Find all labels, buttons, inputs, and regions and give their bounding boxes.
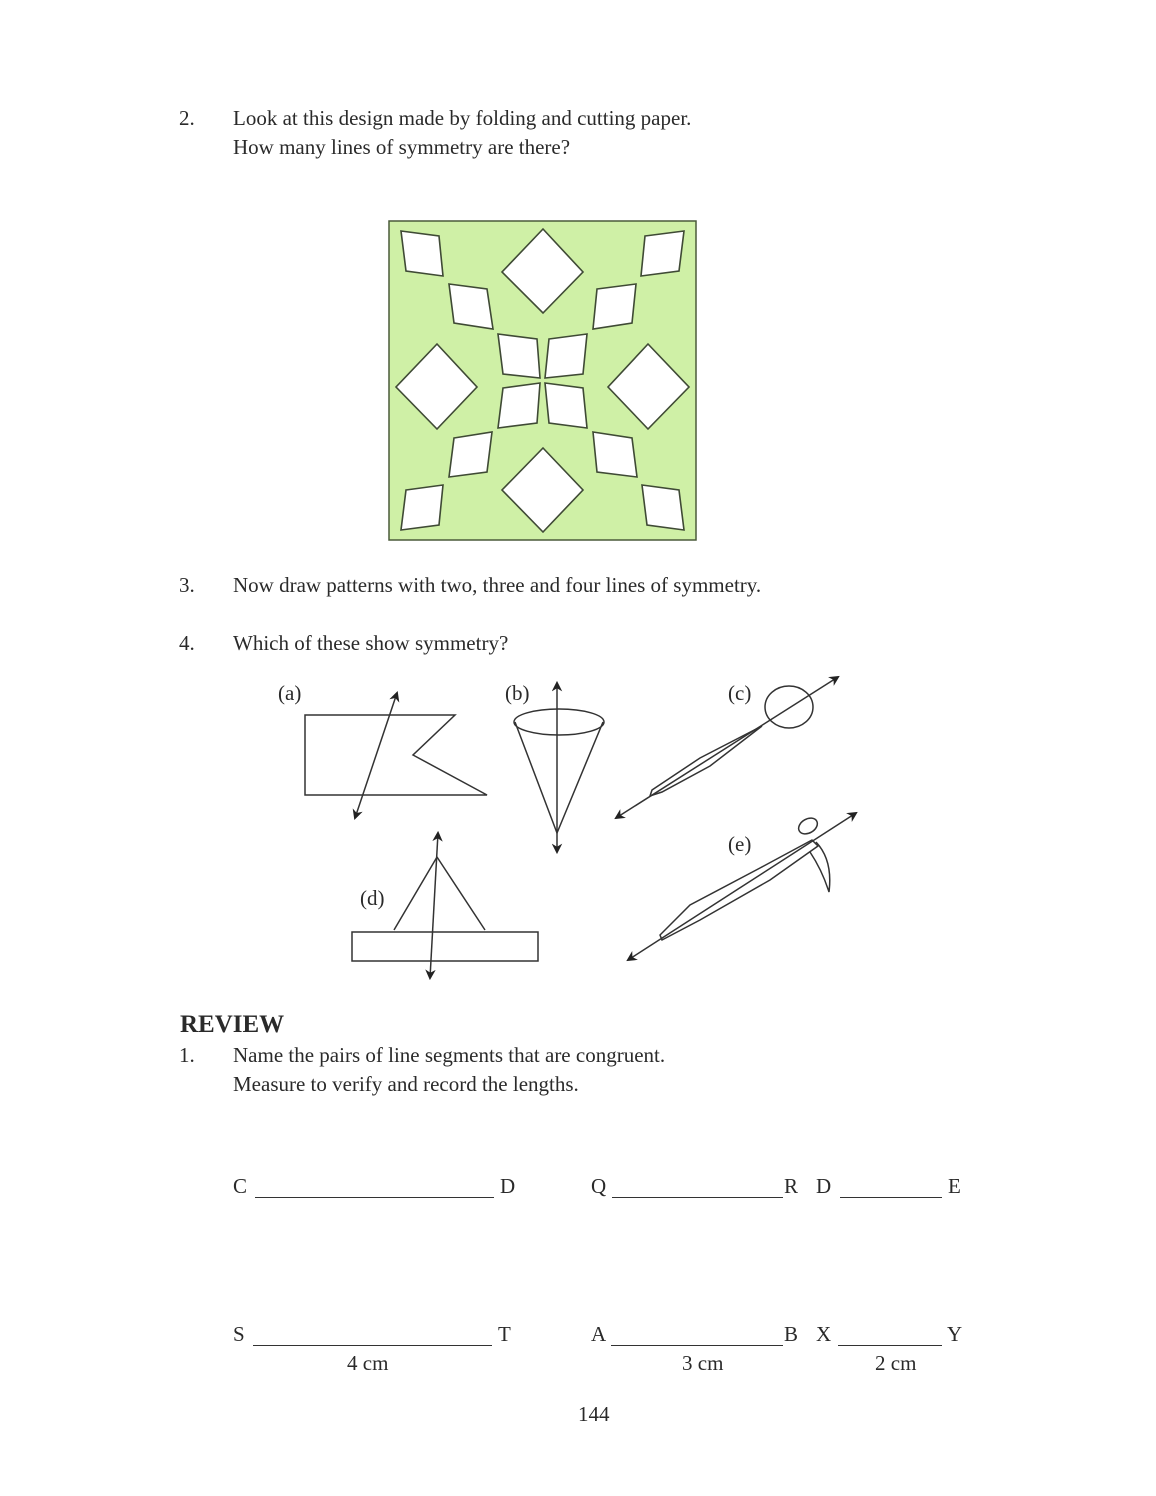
question-2-line-1: Look at this design made by folding and cutting paper. <box>233 106 692 130</box>
review-1-line-1: Name the pairs of line segments that are congruent. <box>233 1043 666 1067</box>
segment-qr-end: R <box>784 1174 799 1198</box>
segment-cd-line <box>255 1197 494 1198</box>
question-4-text: Which of these show symmetry? <box>233 631 509 655</box>
review-1-number: 1. <box>179 1043 195 1067</box>
segment-qr-start: Q <box>591 1174 607 1198</box>
question-2-line-2: How many lines of symmetry are there? <box>233 135 571 159</box>
segment-xy-start: X <box>816 1322 832 1346</box>
symmetry-line-arrow <box>616 677 838 818</box>
segment-qr-line <box>612 1197 783 1198</box>
figure-label-d: (d) <box>360 886 385 910</box>
segment-de-line <box>840 1197 942 1198</box>
figure-label-a: (a) <box>278 681 302 705</box>
segment-de-start: D <box>816 1174 832 1198</box>
figure-a-flag <box>305 693 487 818</box>
figure-label-e: (e) <box>728 832 752 856</box>
figure-label-b: (b) <box>505 681 530 705</box>
segment-de-end: E <box>948 1174 961 1198</box>
segment-xy-length: 2 cm <box>875 1351 917 1375</box>
question-2-number: 2. <box>179 106 195 130</box>
segment-cd-start: C <box>233 1174 248 1198</box>
symmetry-line-arrow <box>355 693 397 818</box>
symmetry-line-arrow <box>430 833 438 978</box>
figure-c-dart <box>616 677 838 818</box>
review-1-line-2: Measure to verify and record the lengths. <box>233 1072 579 1096</box>
segment-st-length: 4 cm <box>347 1351 389 1375</box>
question-3-number: 3. <box>179 573 195 597</box>
segment-xy-end: Y <box>947 1322 963 1346</box>
segment-ab-line <box>611 1345 783 1346</box>
segment-cd-end: D <box>500 1174 516 1198</box>
question-4-number: 4. <box>179 631 195 655</box>
figure-label-c: (c) <box>728 681 752 705</box>
segment-xy-line <box>838 1345 942 1346</box>
segment-ab-start: A <box>591 1322 607 1346</box>
review-heading: REVIEW <box>180 1011 285 1038</box>
segment-ab-length: 3 cm <box>682 1351 724 1375</box>
page-number: 144 <box>578 1402 610 1426</box>
figure-b-cone <box>514 683 604 852</box>
segment-st-line <box>253 1345 492 1346</box>
segment-ab-end: B <box>784 1322 799 1346</box>
segment-st-end: T <box>498 1322 511 1346</box>
segment-st-start: S <box>233 1322 245 1346</box>
question-3-text: Now draw patterns with two, three and four lines of symmetry. <box>233 573 762 597</box>
